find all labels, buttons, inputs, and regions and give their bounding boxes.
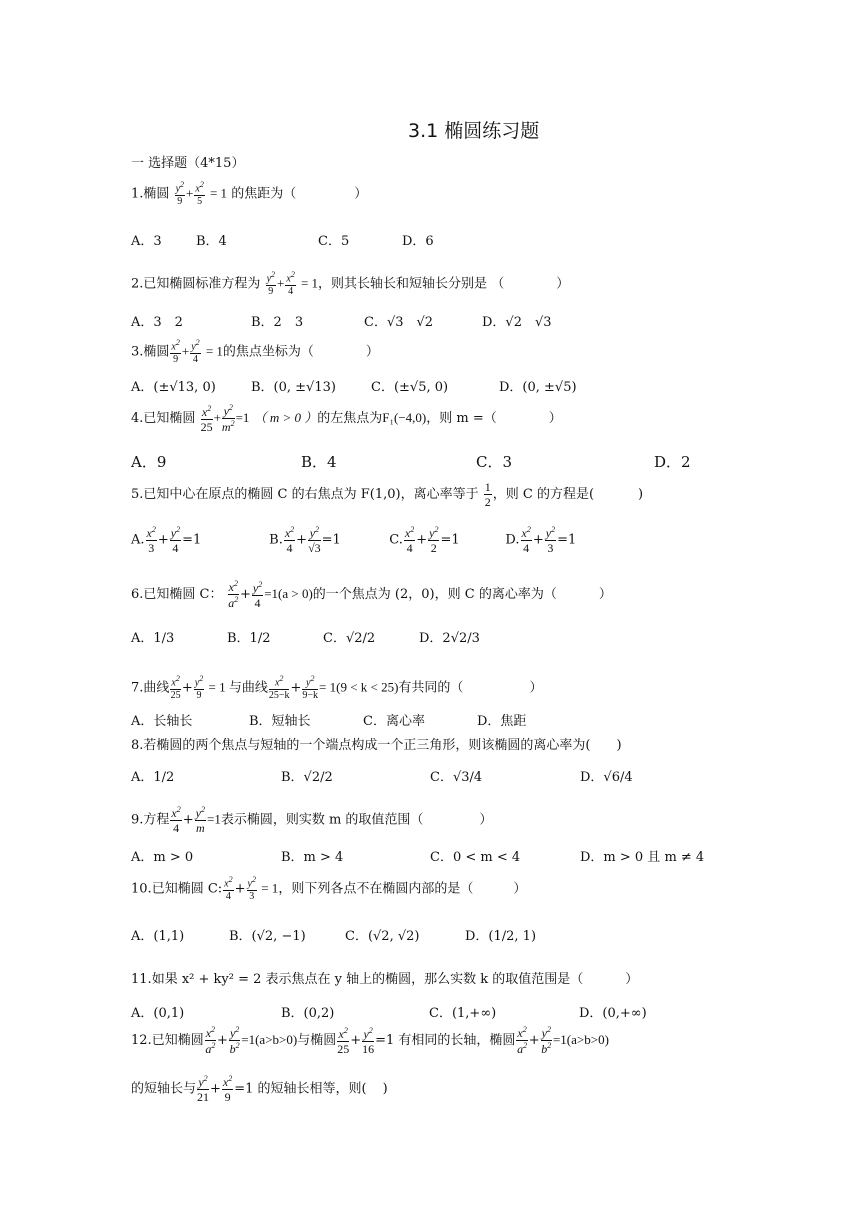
option-a[interactable]: A．9 — [131, 453, 167, 471]
option-a[interactable]: A．(±√13, 0) — [131, 380, 216, 395]
option-d[interactable]: D．6 — [402, 234, 434, 249]
option-a[interactable]: A．(0,1) — [131, 1006, 185, 1021]
question-7: 7.曲线 $\frac{x^2}{25}$ + $\frac{y^2}{9}$ = 1 与曲线 $\frac{x^2}{25-k}$ + $\frac{y^2}{9-k}$ = 1(9 < k < 25)有共同的（ ） — [131, 674, 543, 702]
option-d[interactable]: D．2 — [654, 453, 691, 471]
question-9: 9.方程 $\frac{x^2}{4}$ + $\frac{y^2}{m}$ =1表示椭圆，则实数 m 的取值范围（ ） — [131, 805, 493, 835]
option-a[interactable]: A．1/2 — [131, 770, 175, 785]
options-9 — [131, 846, 704, 865]
fraction: $\frac{x^2}{a^2}$ — [228, 579, 239, 610]
option-c[interactable]: C．5 — [318, 234, 350, 249]
option-d[interactable]: D．焦距 — [477, 714, 527, 729]
option-c[interactable]: C. $\frac{x^2}{4}$ + $\frac{y^2}{2}$ =1 — [389, 525, 460, 555]
section-heading: 一 选择题（4*15） — [131, 156, 245, 171]
fraction: $\frac{y^2}{9}$ — [266, 270, 276, 298]
options-3 — [131, 376, 577, 395]
option-d[interactable]: D．√6/4 — [580, 770, 633, 785]
option-a[interactable]: A．长轴长 — [131, 714, 193, 729]
option-d[interactable]: D．√2 √3 — [482, 315, 552, 330]
options-5 — [131, 526, 576, 554]
options-8 — [131, 766, 633, 785]
question-6: 6.已知椭圆 C： $\frac{x^2}{a^2}$ + $\frac{y^2}{4}$ =1(a > 0)的一个焦点为 (2，0)，则 C 的离心率为（ ） — [131, 579, 612, 610]
options-10 — [131, 925, 536, 944]
question-4: 4.已知椭圆 $\frac{x^2}{25}$ + $\frac{y^2}{m^2}$ =1 （ m > 0 ）的左焦点为F₁(−4,0)，则 m =（ ） — [131, 403, 562, 434]
question-12-line2: 的短轴长与 $\frac{y^2}{21}$ + $\frac{x^2}{9}$ =1 的短轴长相等，则( ) — [131, 1074, 388, 1104]
options-1 — [131, 230, 434, 249]
page-title: 3.1 椭圆练习题 — [408, 120, 540, 142]
fraction: $\frac{x^2}{25}$ — [200, 403, 213, 434]
question-1: 1.椭圆 $\frac{y^2}{9}$ + $\frac{x^2}{5}$ = 1 的焦距为（ ） — [131, 180, 368, 208]
fraction: $\frac{y^2}{4}$ — [191, 338, 200, 366]
option-b[interactable]: B．4 — [301, 453, 337, 471]
options-6 — [131, 627, 480, 646]
fraction: $\frac{x^2}{4}$ — [286, 270, 295, 298]
option-c[interactable]: C．√2/2 — [323, 631, 376, 646]
option-b[interactable]: B．2 3 — [251, 315, 304, 330]
option-a[interactable]: A．m > 0 — [131, 850, 194, 865]
question-8: 8.若椭圆的两个焦点与短轴的一个端点构成一个正三角形，则该椭圆的离心率为( ) — [131, 738, 622, 753]
option-b[interactable]: B．1/2 — [227, 631, 271, 646]
question-3: 3.椭圆 $\frac{x^2}{9}$ + $\frac{y^2}{4}$ = 1的焦点坐标为（ ） — [131, 338, 379, 366]
option-c[interactable]: C．3 — [476, 453, 513, 471]
question-11: 11.如果 x² + ky² = 2 表示焦点在 y 轴上的椭圆，那么实数 k 的取值范围是（ ） — [131, 972, 639, 987]
option-b[interactable]: B．短轴长 — [249, 714, 311, 729]
fraction: $\frac{y^2}{m^2}$ — [221, 403, 235, 434]
options-4 — [131, 451, 691, 472]
option-c[interactable]: C．(±√5, 0) — [371, 380, 449, 395]
option-b[interactable]: B．(0, ±√13) — [251, 380, 336, 395]
option-c[interactable]: C．离心率 — [363, 714, 425, 729]
option-d[interactable]: D．(0,+∞) — [579, 1006, 647, 1021]
question-5: 5.已知中心在原点的椭圆 C 的右焦点为 F(1,0)，离心率等于 $\frac{1}{2}$ ，则 C 的方程是( ) — [131, 480, 644, 509]
option-c[interactable]: C．√3/4 — [430, 770, 483, 785]
option-a[interactable]: A．3 2 — [131, 315, 183, 330]
option-b[interactable]: B．√2/2 — [281, 770, 333, 785]
option-a[interactable]: A. $\frac{x^2}{3}$ + $\frac{y^2}{4}$ =1 — [131, 525, 202, 555]
question-12: 12.已知椭圆 $\frac{x^2}{a^2}$ + $\frac{y^2}{b^2}$ =1(a>b>0)与椭圆 $\frac{x^2}{25}$ + $\frac{y^2}{16}$ =1 有相同的长轴，椭圆 $\frac{x^2}{a^2}$ + $\frac{y^2}{b^2}$ =1(a>b>0) — [131, 1025, 609, 1056]
option-d[interactable]: D．2√2/3 — [419, 631, 480, 646]
option-c[interactable]: C．(√2, √2) — [345, 929, 420, 944]
option-b[interactable]: B．4 — [196, 234, 227, 249]
fraction: $\frac{x^2}{5}$ — [195, 180, 204, 208]
options-7 — [131, 710, 526, 729]
option-a[interactable]: A．3 — [131, 234, 162, 249]
option-d[interactable]: D．m > 0 且 m ≠ 4 — [580, 850, 705, 865]
option-c[interactable]: C．0 < m < 4 — [430, 850, 521, 865]
question-10: 10.已知椭圆 C: $\frac{x^2}{4}$ + $\frac{y^2}{3}$ = 1，则下列各点不在椭圆内部的是（ ） — [131, 875, 527, 903]
option-d[interactable]: D. $\frac{x^2}{4}$ + $\frac{y^2}{3}$ =1 — [505, 525, 577, 555]
option-b[interactable]: B. $\frac{x^2}{4}$ + $\frac{y^2}{√3}$ =1 — [269, 525, 341, 555]
option-b[interactable]: B．(√2, −1) — [229, 929, 306, 944]
fraction-half: $\frac{1}{2}$ — [484, 480, 491, 509]
options-2 — [131, 311, 552, 330]
question-2: 2.已知椭圆标准方程为 $\frac{y^2}{9}$ + $\frac{x^2}{4}$ = 1，则其长轴长和短轴长分别是 （ ） — [131, 270, 570, 298]
fraction: $\frac{y^2}{4}$ — [252, 579, 263, 610]
option-c[interactable]: C．√3 √2 — [364, 315, 434, 330]
option-a[interactable]: A．1/3 — [131, 631, 175, 646]
option-b[interactable]: B．m > 4 — [281, 850, 344, 865]
option-b[interactable]: B．(0,2) — [281, 1006, 335, 1021]
option-d[interactable]: D．(1/2, 1) — [465, 929, 537, 944]
option-a[interactable]: A．(1,1) — [131, 929, 185, 944]
options-11 — [131, 1002, 647, 1021]
option-d[interactable]: D．(0, ±√5) — [499, 380, 577, 395]
option-c[interactable]: C．(1,+∞) — [429, 1006, 497, 1021]
fraction: $\frac{y^2}{9}$ — [175, 180, 185, 208]
fraction: $\frac{x^2}{9}$ — [171, 338, 180, 366]
